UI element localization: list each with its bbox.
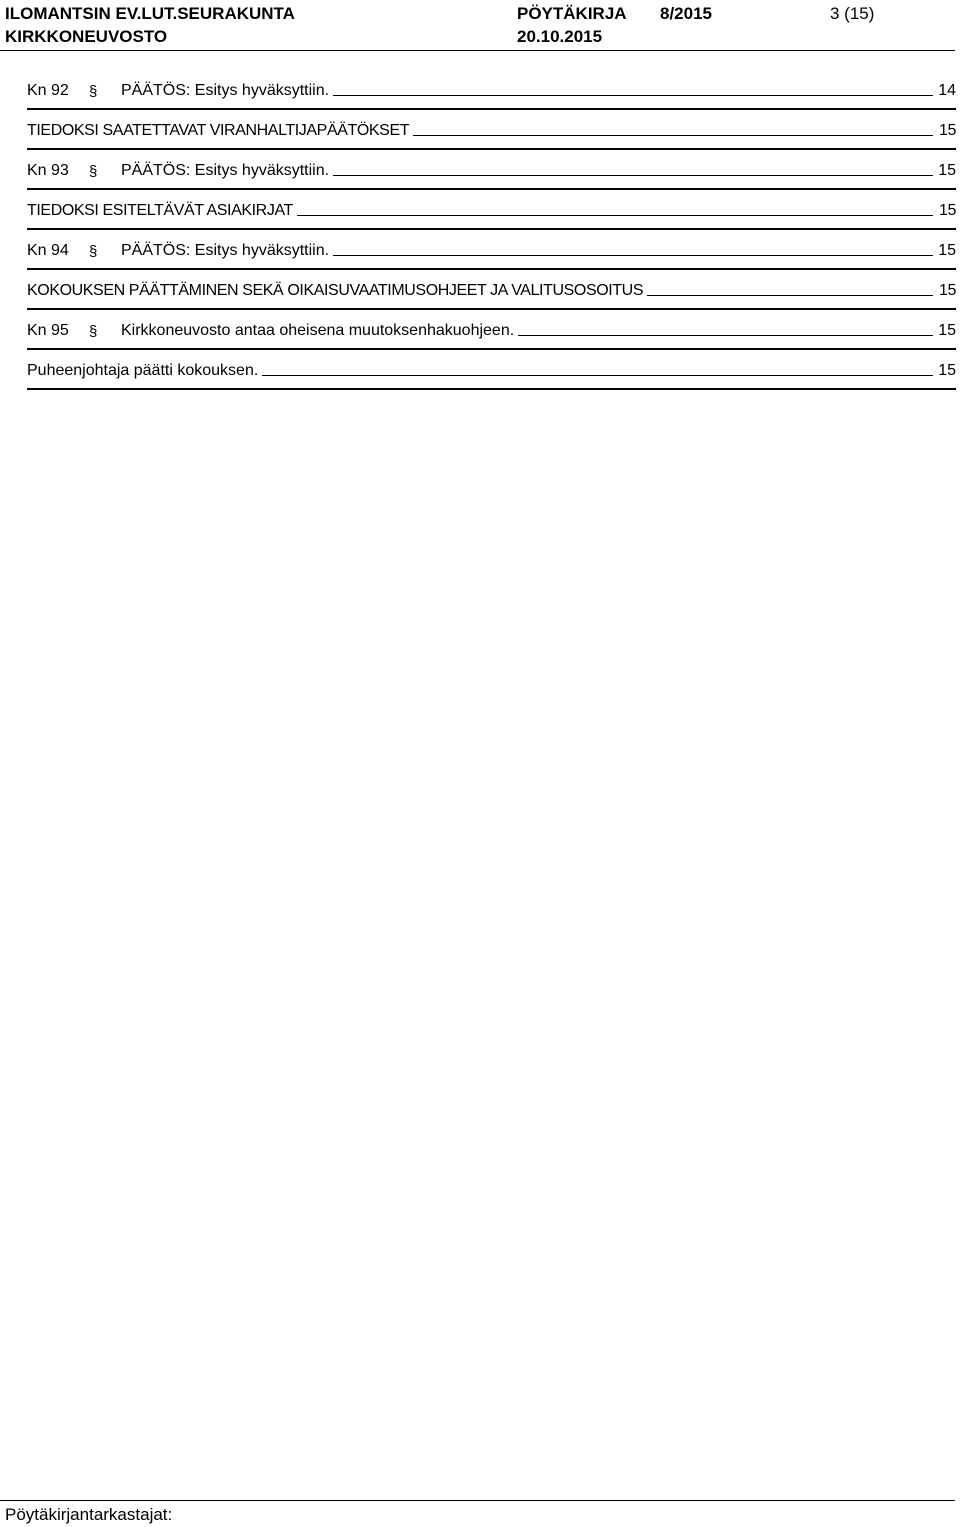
meeting-date: 20.10.2015 xyxy=(517,27,603,46)
document-number: 8/2015 xyxy=(660,4,712,23)
toc-leader-line xyxy=(297,215,933,216)
body-name: KIRKKONEUVOSTO xyxy=(5,27,168,46)
toc-leader-line xyxy=(647,295,933,296)
toc-entry-text: PÄÄTÖS: Esitys hyväksyttiin. xyxy=(121,82,330,99)
toc-page-number: 15 xyxy=(938,362,956,379)
toc-entry-text: Puheenjohtaja päätti kokouksen. xyxy=(27,362,259,379)
toc-heading-text: TIEDOKSI SAATETTAVAT VIRANHALTIJAPÄÄTÖKSET xyxy=(27,122,410,139)
toc-entry-kn94[interactable] xyxy=(27,232,956,270)
toc-page-number: 14 xyxy=(938,82,956,99)
toc-section-number: Kn 95 xyxy=(27,322,69,339)
toc-page-number: 15 xyxy=(938,162,956,179)
toc-entry-kn93[interactable] xyxy=(27,152,956,190)
footer-reviewers-label: Pöytäkirjantarkastajat: xyxy=(5,1505,173,1524)
section-sign-icon: § xyxy=(89,323,98,340)
toc-page-number: 15 xyxy=(939,282,956,299)
toc-leader-line xyxy=(413,135,933,136)
toc-leader-line xyxy=(333,175,933,176)
toc-entry-text: Kirkkoneuvosto antaa oheisena muutoksenhakuohjeen. xyxy=(121,322,515,339)
table-of-contents xyxy=(27,72,956,392)
toc-leader-line xyxy=(333,255,933,256)
toc-entry-kn95[interactable] xyxy=(27,312,956,350)
toc-entry-kn92[interactable] xyxy=(27,72,956,110)
toc-heading-asiakirjat[interactable] xyxy=(27,192,956,230)
toc-heading-text: KOKOUKSEN PÄÄTTÄMINEN SEKÄ OIKAISUVAATIMUSOHJEET JA VALITUSOSOITUS xyxy=(27,282,644,299)
toc-page-number: 15 xyxy=(938,322,956,339)
toc-heading-viranhaltijapaatokset[interactable] xyxy=(27,112,956,150)
section-sign-icon: § xyxy=(89,243,98,260)
toc-page-number: 15 xyxy=(938,242,956,259)
toc-leader-line xyxy=(518,335,933,336)
document-type: PÖYTÄKIRJA xyxy=(517,4,627,23)
toc-leader-line xyxy=(333,95,933,96)
toc-entry-text: PÄÄTÖS: Esitys hyväksyttiin. xyxy=(121,162,330,179)
toc-page-number: 15 xyxy=(939,122,956,139)
toc-page-number: 15 xyxy=(939,202,956,219)
section-sign-icon: § xyxy=(89,163,98,180)
footer-divider xyxy=(0,1500,955,1501)
toc-heading-kokouksen-paattaminen[interactable] xyxy=(27,272,956,310)
organization-name: ILOMANTSIN EV.LUT.SEURAKUNTA xyxy=(5,4,295,23)
toc-entry-closing[interactable] xyxy=(27,352,956,390)
toc-section-number: Kn 94 xyxy=(27,242,69,259)
page-header xyxy=(0,0,960,52)
toc-section-number: Kn 93 xyxy=(27,162,69,179)
toc-entry-text: PÄÄTÖS: Esitys hyväksyttiin. xyxy=(121,242,330,259)
header-divider xyxy=(0,50,955,51)
toc-heading-text: TIEDOKSI ESITELTÄVÄT ASIAKIRJAT xyxy=(27,202,293,219)
section-sign-icon: § xyxy=(89,83,98,100)
toc-section-number: Kn 92 xyxy=(27,82,69,99)
toc-leader-line xyxy=(262,375,933,376)
page-number: 3 (15) xyxy=(830,4,875,23)
